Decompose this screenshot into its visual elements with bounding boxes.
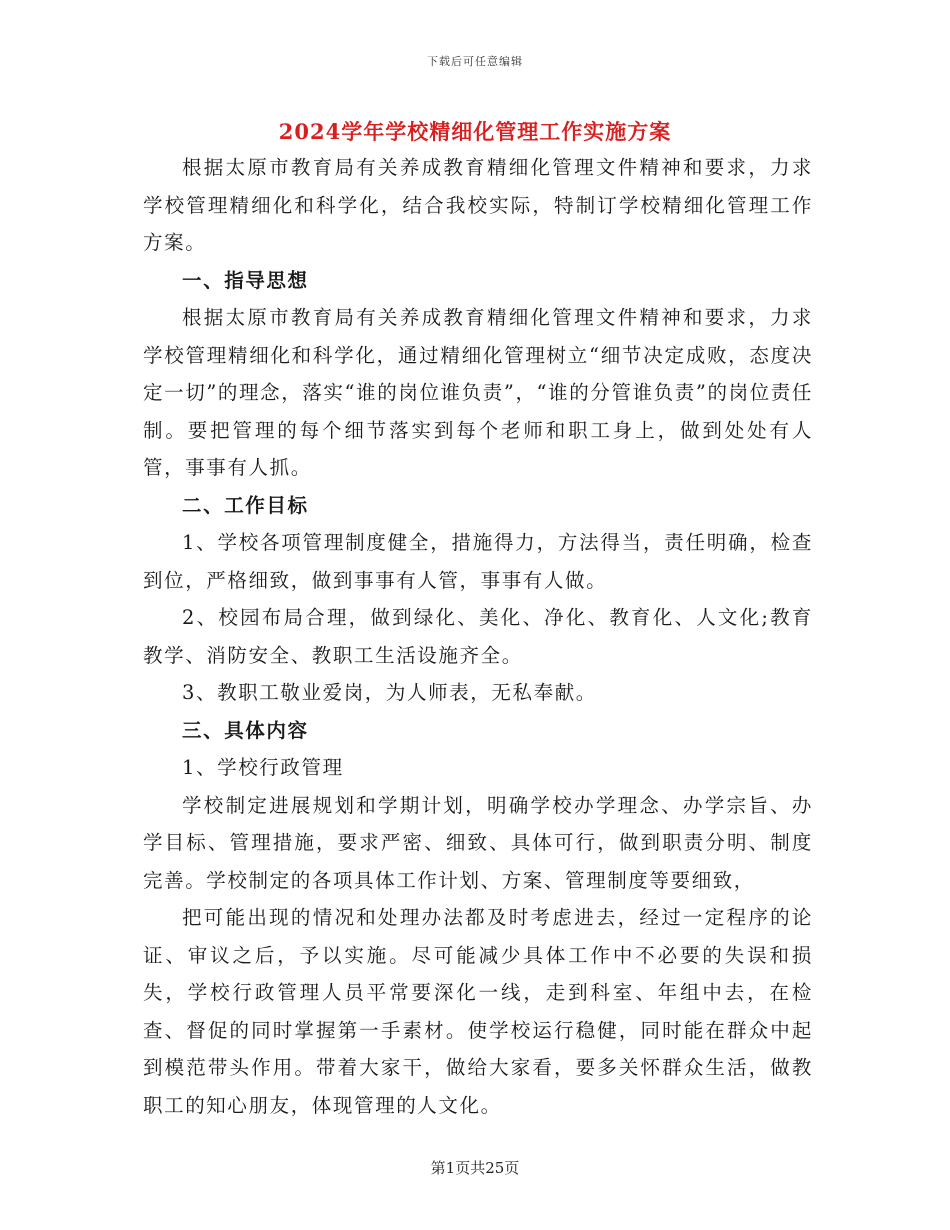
administration-paragraph-1: 学校制定进展规划和学期计划，明确学校办学理念、办学宗旨、办学目标、管理措施，要求严密、细致、具体可行，做到职责分明、制度完善。学校制定的各项具体工作计划、方案、管理制度等要细致， — [143, 793, 813, 892]
intro-paragraph: 根据太原市教育局有关养成教育精细化管理文件精神和要求，力求学校管理精细化和科学化，结合我校实际，特制订学校精细化管理工作方案。 — [143, 156, 813, 254]
subsection-heading-administration: 1、学校行政管理 — [182, 756, 344, 779]
section-heading-specific-content: 三、具体内容 — [182, 718, 309, 742]
page-number: 第1页共25页 — [430, 1159, 520, 1177]
document-body — [143, 149, 813, 1124]
document-title: 2024学年学校精细化管理工作实施方案 — [278, 119, 672, 144]
section-heading-work-goals: 二、工作目标 — [182, 493, 309, 517]
work-goal-item-2: 2、校园布局合理，做到绿化、美化、净化、教育化、人文化;教育教学、消防安全、教职工生活设施齐全。 — [143, 606, 813, 667]
section-heading-guiding-ideology: 一、指导思想 — [182, 268, 309, 292]
guiding-ideology-paragraph: 根据太原市教育局有关养成教育精细化管理文件精神和要求，力求学校管理精细化和科学化，通过精细化管理树立“细节决定成败，态度决定一切”的理念，落实“谁的岗位谁负责”，“谁的分管谁负责”的岗位责任制。要把管理的每个细节落实到每个老师和职工身上，做到处处有人管，事事有人抓。 — [143, 306, 813, 479]
work-goal-item-1: 1、学校各项管理制度健全，措施得力，方法得当，责任明确，检查到位，严格细致，做到事事有人管，事事有人做。 — [143, 531, 813, 592]
work-goal-item-3: 3、教职工敬业爱岗，为人师表，无私奉献。 — [182, 681, 597, 704]
administration-paragraph-2: 把可能出现的情况和处理办法都及时考虑进去，经过一定程序的论证、审议之后，予以实施。尽可能减少具体工作中不必要的失误和损失，学校行政管理人员平常要深化一线，走到科室、年组中去，在检查、督促的同时掌握第一手素材。使学校运行稳健，同时能在群众中起到模范带头作用。带着大家干，做给大家看，要多关怀群众生活，做教职工的知心朋友，体现管理的人文化。 — [143, 906, 813, 1117]
page-header-note: 下载后可任意编辑 — [427, 55, 523, 68]
